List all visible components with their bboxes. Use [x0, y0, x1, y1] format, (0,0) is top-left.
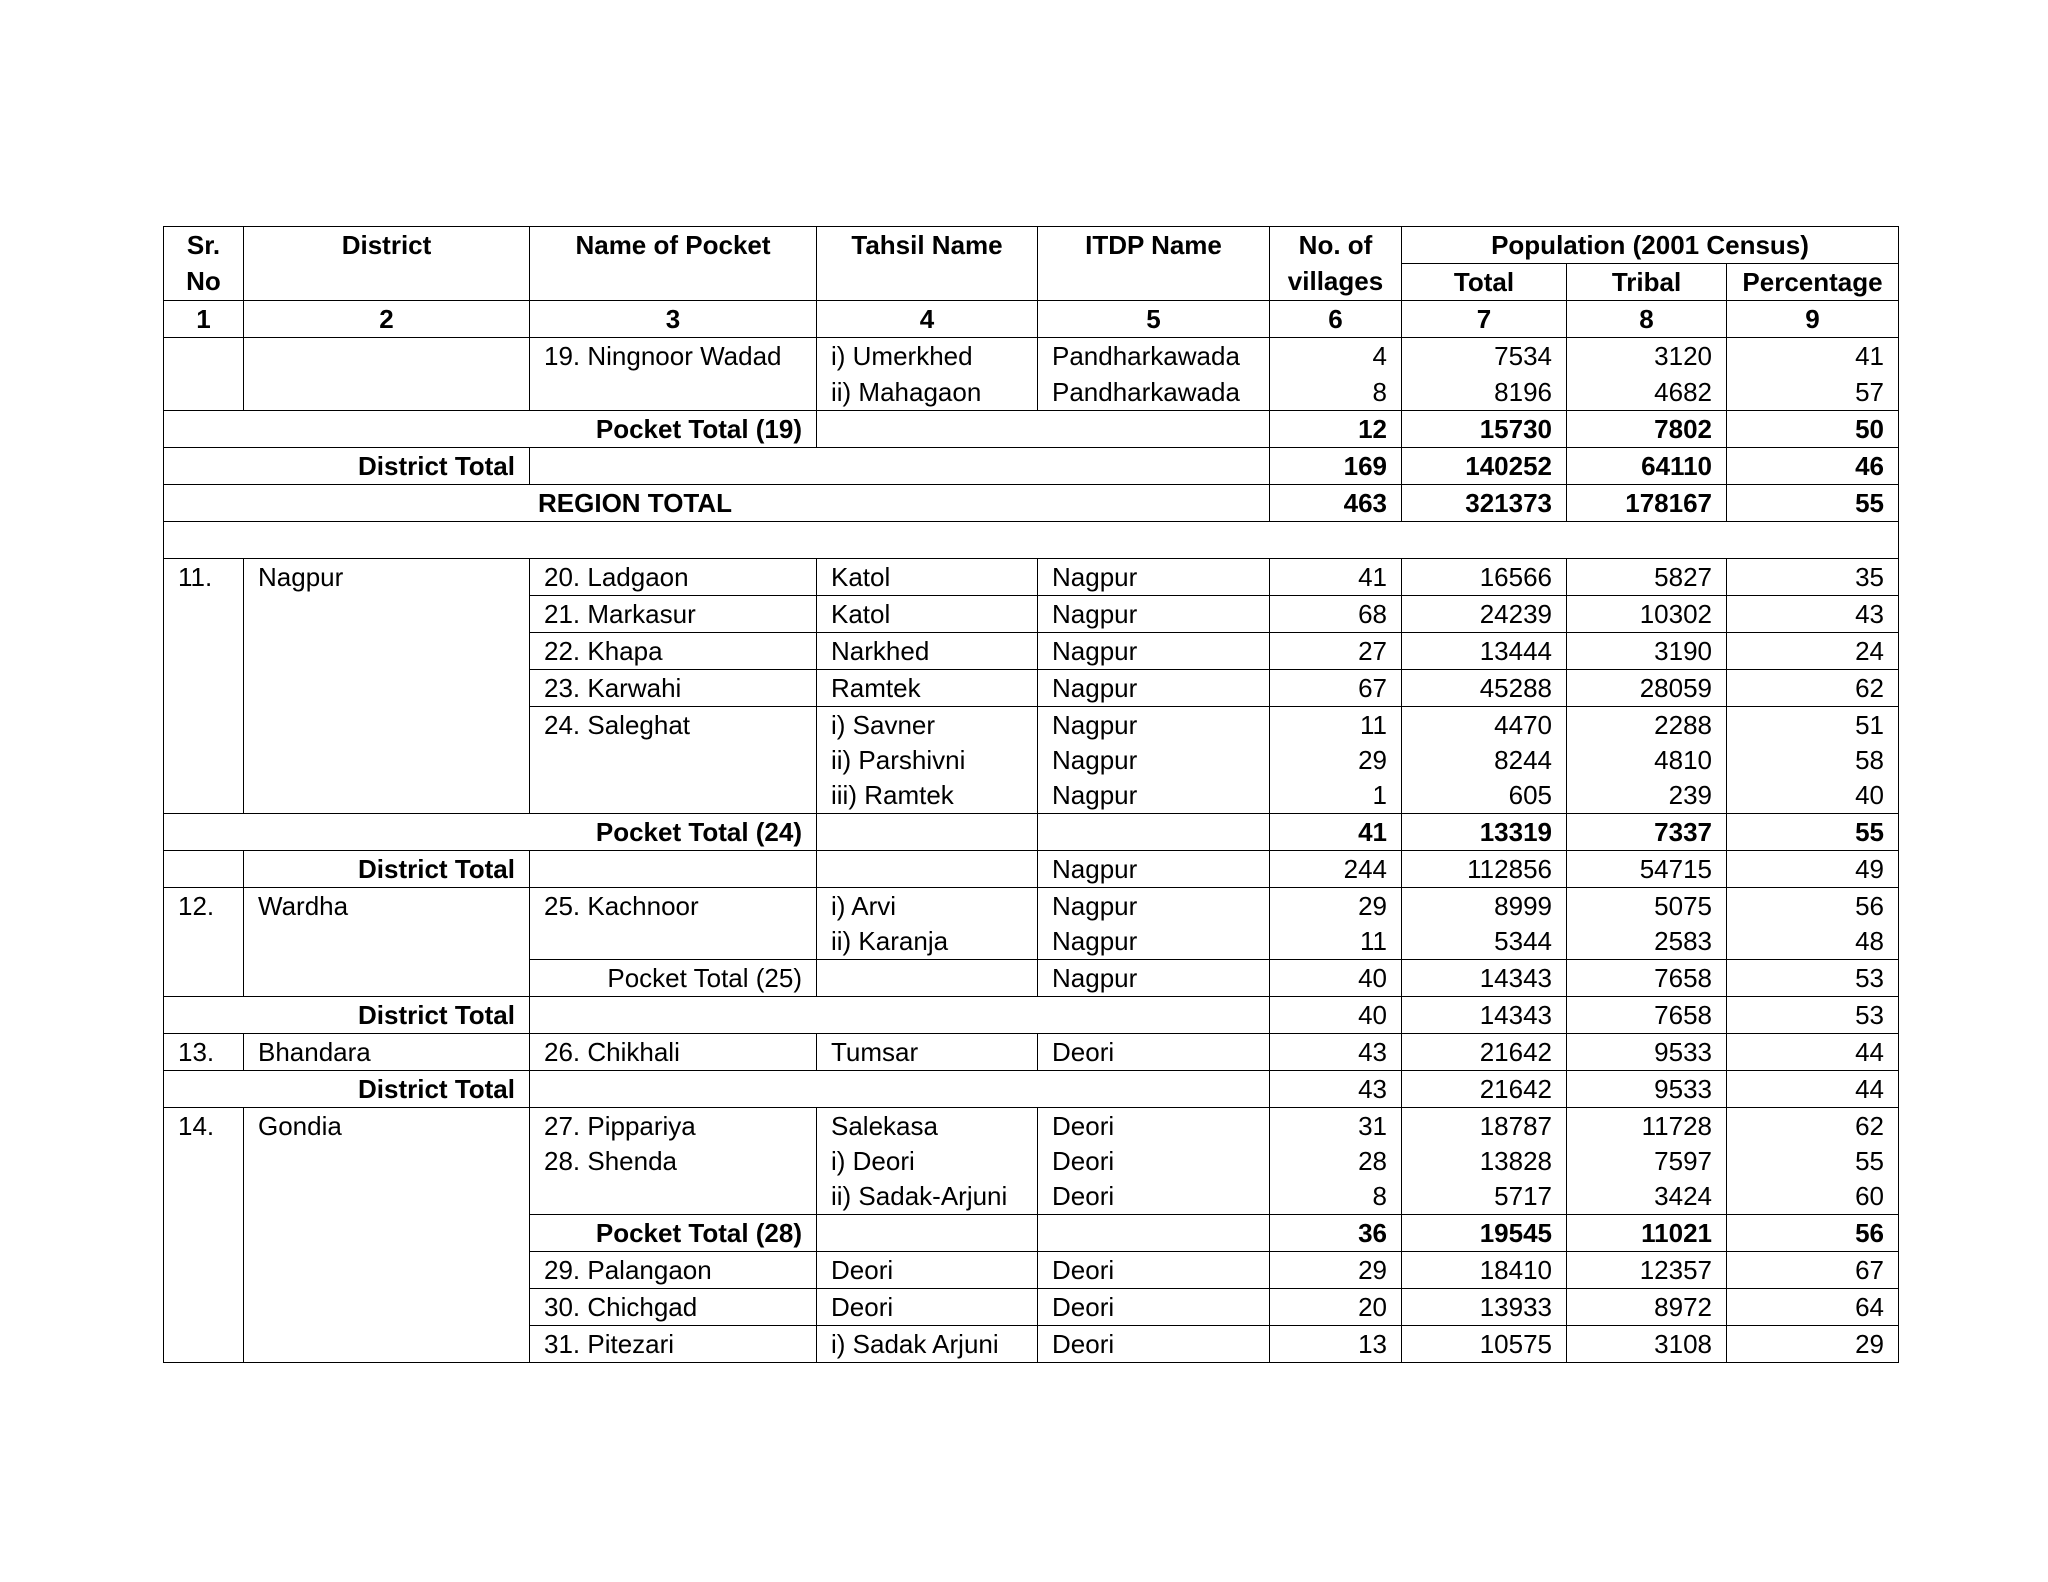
cell-sr: 13. — [164, 1034, 244, 1071]
cell-empty — [1038, 1215, 1270, 1252]
cell-itdp: Nagpur — [1038, 559, 1270, 596]
cell-villages: 40 — [1270, 997, 1402, 1034]
cell-pocket — [530, 374, 817, 411]
cell-empty — [817, 814, 1038, 851]
cell-percentage: 44 — [1727, 1071, 1899, 1108]
cell-tribal: 7597 — [1567, 1144, 1727, 1179]
cell-tribal: 28059 — [1567, 670, 1727, 707]
cell-percentage: 35 — [1727, 559, 1899, 596]
cell-percentage: 60 — [1727, 1179, 1899, 1215]
cell-empty — [164, 851, 244, 888]
header-tribal: Tribal — [1567, 264, 1727, 301]
cell-tribal: 11728 — [1567, 1108, 1727, 1145]
cell-itdp: Pandharkawada — [1038, 338, 1270, 375]
cell-tribal: 12357 — [1567, 1252, 1727, 1289]
header-population: Population (2001 Census) — [1402, 227, 1899, 264]
cell-itdp: Nagpur — [1038, 924, 1270, 960]
cell-tribal: 9533 — [1567, 1071, 1727, 1108]
cell-percentage: 50 — [1727, 411, 1899, 448]
cell-total: 24239 — [1402, 596, 1567, 633]
cell-total: 19545 — [1402, 1215, 1567, 1252]
cell-tribal: 3120 — [1567, 338, 1727, 375]
cell-pocket — [530, 1179, 817, 1215]
cell-total: 8244 — [1402, 743, 1567, 778]
cell-pocket: 20. Ladgaon — [530, 559, 817, 596]
cell-villages: 12 — [1270, 411, 1402, 448]
cell-tribal: 4682 — [1567, 374, 1727, 411]
cell-tribal: 7337 — [1567, 814, 1727, 851]
cell-percentage: 53 — [1727, 997, 1899, 1034]
cell-itdp: Deori — [1038, 1108, 1270, 1145]
header-district: District — [244, 227, 530, 301]
cell-villages: 4 — [1270, 338, 1402, 375]
cell-total: 112856 — [1402, 851, 1567, 888]
cell-villages: 68 — [1270, 596, 1402, 633]
cell-district — [244, 338, 530, 411]
cell-percentage: 49 — [1727, 851, 1899, 888]
header-pocket: Name of Pocket — [530, 227, 817, 301]
cell-percentage: 46 — [1727, 448, 1899, 485]
cell-percentage: 44 — [1727, 1034, 1899, 1071]
cell-villages: 29 — [1270, 743, 1402, 778]
cell-villages: 28 — [1270, 1144, 1402, 1179]
cell-tahsil: ii) Mahagaon — [817, 374, 1038, 411]
district-total-row — [164, 997, 1899, 1034]
col-number: 1 — [164, 301, 244, 338]
spacer-row — [164, 522, 1899, 559]
cell-itdp: Nagpur — [1038, 743, 1270, 778]
cell-villages: 29 — [1270, 888, 1402, 925]
cell-tribal: 7658 — [1567, 997, 1727, 1034]
cell-sr — [164, 338, 244, 411]
cell-pocket: 19. Ningnoor Wadad — [530, 338, 817, 375]
cell-villages: 11 — [1270, 924, 1402, 960]
cell-tahsil: ii) Sadak-Arjuni — [817, 1179, 1038, 1215]
cell-percentage: 57 — [1727, 374, 1899, 411]
cell-total: 21642 — [1402, 1071, 1567, 1108]
cell-itdp: Nagpur — [1038, 707, 1270, 744]
cell-empty — [530, 851, 817, 888]
cell-tribal: 3424 — [1567, 1179, 1727, 1215]
cell-total: 13444 — [1402, 633, 1567, 670]
cell-total: 18787 — [1402, 1108, 1567, 1145]
tribal-population-table — [163, 226, 1899, 1363]
cell-percentage: 29 — [1727, 1326, 1899, 1363]
cell-tribal: 5075 — [1567, 888, 1727, 925]
table-row — [164, 1034, 1899, 1071]
cell-tribal: 11021 — [1567, 1215, 1727, 1252]
cell-villages: 27 — [1270, 633, 1402, 670]
cell-villages: 20 — [1270, 1289, 1402, 1326]
cell-villages: 463 — [1270, 485, 1402, 522]
cell-percentage: 62 — [1727, 670, 1899, 707]
cell-pocket: 27. Pippariya — [530, 1108, 817, 1145]
cell-pocket: 31. Pitezari — [530, 1326, 817, 1363]
cell-tahsil: ii) Parshivni — [817, 743, 1038, 778]
cell-pocket: 22. Khapa — [530, 633, 817, 670]
cell-tahsil: iii) Ramtek — [817, 778, 1038, 814]
cell-tribal: 178167 — [1567, 485, 1727, 522]
pocket-total-row — [164, 411, 1899, 448]
cell-pocket: 28. Shenda — [530, 1144, 817, 1179]
cell-villages: 41 — [1270, 814, 1402, 851]
cell-itdp: Deori — [1038, 1144, 1270, 1179]
district-total-row — [164, 1071, 1899, 1108]
cell-tahsil: ii) Karanja — [817, 924, 1038, 960]
cell-itdp: Nagpur — [1038, 960, 1270, 997]
pocket-total-label: Pocket Total (28) — [530, 1215, 817, 1252]
cell-tribal: 2583 — [1567, 924, 1727, 960]
cell-total: 140252 — [1402, 448, 1567, 485]
cell-villages: 8 — [1270, 1179, 1402, 1215]
cell-villages: 36 — [1270, 1215, 1402, 1252]
cell-tahsil: i) Umerkhed — [817, 338, 1038, 375]
cell-total: 10575 — [1402, 1326, 1567, 1363]
cell-tribal: 8972 — [1567, 1289, 1727, 1326]
cell-empty — [530, 1071, 1270, 1108]
cell-total: 8196 — [1402, 374, 1567, 411]
cell-total: 605 — [1402, 778, 1567, 814]
cell-villages: 67 — [1270, 670, 1402, 707]
cell-tribal: 9533 — [1567, 1034, 1727, 1071]
cell-villages: 40 — [1270, 960, 1402, 997]
cell-itdp: Nagpur — [1038, 888, 1270, 925]
header-tahsil: Tahsil Name — [817, 227, 1038, 301]
cell-total: 21642 — [1402, 1034, 1567, 1071]
cell-total: 5717 — [1402, 1179, 1567, 1215]
spacer-cell — [164, 522, 1899, 559]
col-number: 3 — [530, 301, 817, 338]
col-number: 6 — [1270, 301, 1402, 338]
cell-percentage: 56 — [1727, 1215, 1899, 1252]
cell-itdp: Nagpur — [1038, 851, 1270, 888]
cell-pocket: 25. Kachnoor — [530, 888, 817, 960]
table-row — [164, 888, 1899, 925]
cell-sr: 11. — [164, 559, 244, 814]
cell-empty — [530, 997, 1270, 1034]
cell-total: 13828 — [1402, 1144, 1567, 1179]
col-number: 7 — [1402, 301, 1567, 338]
cell-villages: 244 — [1270, 851, 1402, 888]
cell-villages: 11 — [1270, 707, 1402, 744]
cell-tahsil: Ramtek — [817, 670, 1038, 707]
cell-empty — [817, 960, 1038, 997]
cell-percentage: 55 — [1727, 1144, 1899, 1179]
cell-total: 45288 — [1402, 670, 1567, 707]
cell-villages: 29 — [1270, 1252, 1402, 1289]
cell-empty — [1038, 814, 1270, 851]
cell-total: 13933 — [1402, 1289, 1567, 1326]
cell-tahsil: Tumsar — [817, 1034, 1038, 1071]
district-total-label: District Total — [164, 997, 530, 1034]
cell-villages: 41 — [1270, 559, 1402, 596]
cell-percentage: 24 — [1727, 633, 1899, 670]
cell-tribal: 7802 — [1567, 411, 1727, 448]
cell-tahsil: i) Deori — [817, 1144, 1038, 1179]
district-total-row — [164, 448, 1899, 485]
cell-sr: 12. — [164, 888, 244, 997]
district-total-label: District Total — [164, 448, 530, 485]
cell-total: 16566 — [1402, 559, 1567, 596]
cell-pocket: 23. Karwahi — [530, 670, 817, 707]
cell-total: 14343 — [1402, 997, 1567, 1034]
cell-percentage: 55 — [1727, 485, 1899, 522]
header-percentage: Percentage — [1727, 264, 1899, 301]
district-total-label: District Total — [244, 851, 530, 888]
header-sr-no: Sr. No — [164, 227, 244, 301]
pocket-total-row — [164, 814, 1899, 851]
cell-tahsil: i) Arvi — [817, 888, 1038, 925]
cell-tahsil: Deori — [817, 1252, 1038, 1289]
cell-district: Gondia — [244, 1108, 530, 1363]
cell-itdp: Nagpur — [1038, 778, 1270, 814]
pocket-total-label: Pocket Total (19) — [164, 411, 817, 448]
cell-itdp: Deori — [1038, 1034, 1270, 1071]
cell-percentage: 53 — [1727, 960, 1899, 997]
district-total-row — [164, 851, 1899, 888]
cell-villages: 13 — [1270, 1326, 1402, 1363]
cell-tahsil: i) Sadak Arjuni — [817, 1326, 1038, 1363]
cell-percentage: 58 — [1727, 743, 1899, 778]
cell-tribal: 10302 — [1567, 596, 1727, 633]
cell-tribal: 2288 — [1567, 707, 1727, 744]
cell-percentage: 55 — [1727, 814, 1899, 851]
col-number: 2 — [244, 301, 530, 338]
table-row — [164, 338, 1899, 375]
cell-empty — [817, 1215, 1038, 1252]
cell-tribal: 7658 — [1567, 960, 1727, 997]
cell-villages: 31 — [1270, 1108, 1402, 1145]
cell-empty — [817, 851, 1038, 888]
cell-villages: 43 — [1270, 1034, 1402, 1071]
cell-tribal: 4810 — [1567, 743, 1727, 778]
cell-pocket: 24. Saleghat — [530, 707, 817, 814]
cell-villages: 169 — [1270, 448, 1402, 485]
cell-district: Bhandara — [244, 1034, 530, 1071]
cell-itdp: Nagpur — [1038, 670, 1270, 707]
cell-district: Wardha — [244, 888, 530, 997]
cell-total: 18410 — [1402, 1252, 1567, 1289]
cell-percentage: 56 — [1727, 888, 1899, 925]
cell-itdp: Nagpur — [1038, 596, 1270, 633]
cell-total: 4470 — [1402, 707, 1567, 744]
pocket-total-label: Pocket Total (25) — [530, 960, 817, 997]
cell-pocket: 30. Chichgad — [530, 1289, 817, 1326]
cell-tribal: 54715 — [1567, 851, 1727, 888]
cell-itdp: Deori — [1038, 1179, 1270, 1215]
header-villages: No. of villages — [1270, 227, 1402, 301]
cell-pocket: 21. Markasur — [530, 596, 817, 633]
region-total-label: REGION TOTAL — [164, 485, 1270, 522]
cell-tahsil: i) Savner — [817, 707, 1038, 744]
pocket-total-label: Pocket Total (24) — [164, 814, 817, 851]
cell-tahsil: Deori — [817, 1289, 1038, 1326]
cell-tribal: 3190 — [1567, 633, 1727, 670]
cell-empty — [530, 448, 1270, 485]
cell-percentage: 41 — [1727, 338, 1899, 375]
cell-itdp: Pandharkawada — [1038, 374, 1270, 411]
cell-percentage: 67 — [1727, 1252, 1899, 1289]
cell-itdp: Nagpur — [1038, 633, 1270, 670]
cell-total: 7534 — [1402, 338, 1567, 375]
cell-total: 13319 — [1402, 814, 1567, 851]
cell-villages: 1 — [1270, 778, 1402, 814]
cell-percentage: 48 — [1727, 924, 1899, 960]
cell-percentage: 51 — [1727, 707, 1899, 744]
cell-percentage: 43 — [1727, 596, 1899, 633]
cell-total: 5344 — [1402, 924, 1567, 960]
cell-percentage: 64 — [1727, 1289, 1899, 1326]
cell-pocket: 29. Palangaon — [530, 1252, 817, 1289]
table-row — [164, 1108, 1899, 1145]
cell-tribal: 64110 — [1567, 448, 1727, 485]
cell-total: 8999 — [1402, 888, 1567, 925]
cell-tahsil: Narkhed — [817, 633, 1038, 670]
cell-itdp: Deori — [1038, 1289, 1270, 1326]
cell-empty — [817, 411, 1270, 448]
cell-itdp: Deori — [1038, 1326, 1270, 1363]
col-number: 4 — [817, 301, 1038, 338]
col-number: 5 — [1038, 301, 1270, 338]
col-number: 8 — [1567, 301, 1727, 338]
cell-tribal: 239 — [1567, 778, 1727, 814]
cell-total: 14343 — [1402, 960, 1567, 997]
cell-total: 15730 — [1402, 411, 1567, 448]
cell-total: 321373 — [1402, 485, 1567, 522]
cell-percentage: 40 — [1727, 778, 1899, 814]
cell-villages: 8 — [1270, 374, 1402, 411]
header-row — [164, 227, 1899, 264]
cell-pocket: 26. Chikhali — [530, 1034, 817, 1071]
header-total: Total — [1402, 264, 1567, 301]
cell-percentage: 62 — [1727, 1108, 1899, 1145]
header-itdp: ITDP Name — [1038, 227, 1270, 301]
district-total-label: District Total — [164, 1071, 530, 1108]
table-row — [164, 559, 1899, 596]
cell-tahsil: Katol — [817, 559, 1038, 596]
cell-sr: 14. — [164, 1108, 244, 1363]
cell-tahsil: Salekasa — [817, 1108, 1038, 1145]
column-number-row — [164, 301, 1899, 338]
cell-tribal: 3108 — [1567, 1326, 1727, 1363]
cell-tahsil: Katol — [817, 596, 1038, 633]
cell-itdp: Deori — [1038, 1252, 1270, 1289]
region-total-row — [164, 485, 1899, 522]
cell-district: Nagpur — [244, 559, 530, 814]
cell-villages: 43 — [1270, 1071, 1402, 1108]
cell-tribal: 5827 — [1567, 559, 1727, 596]
col-number: 9 — [1727, 301, 1899, 338]
